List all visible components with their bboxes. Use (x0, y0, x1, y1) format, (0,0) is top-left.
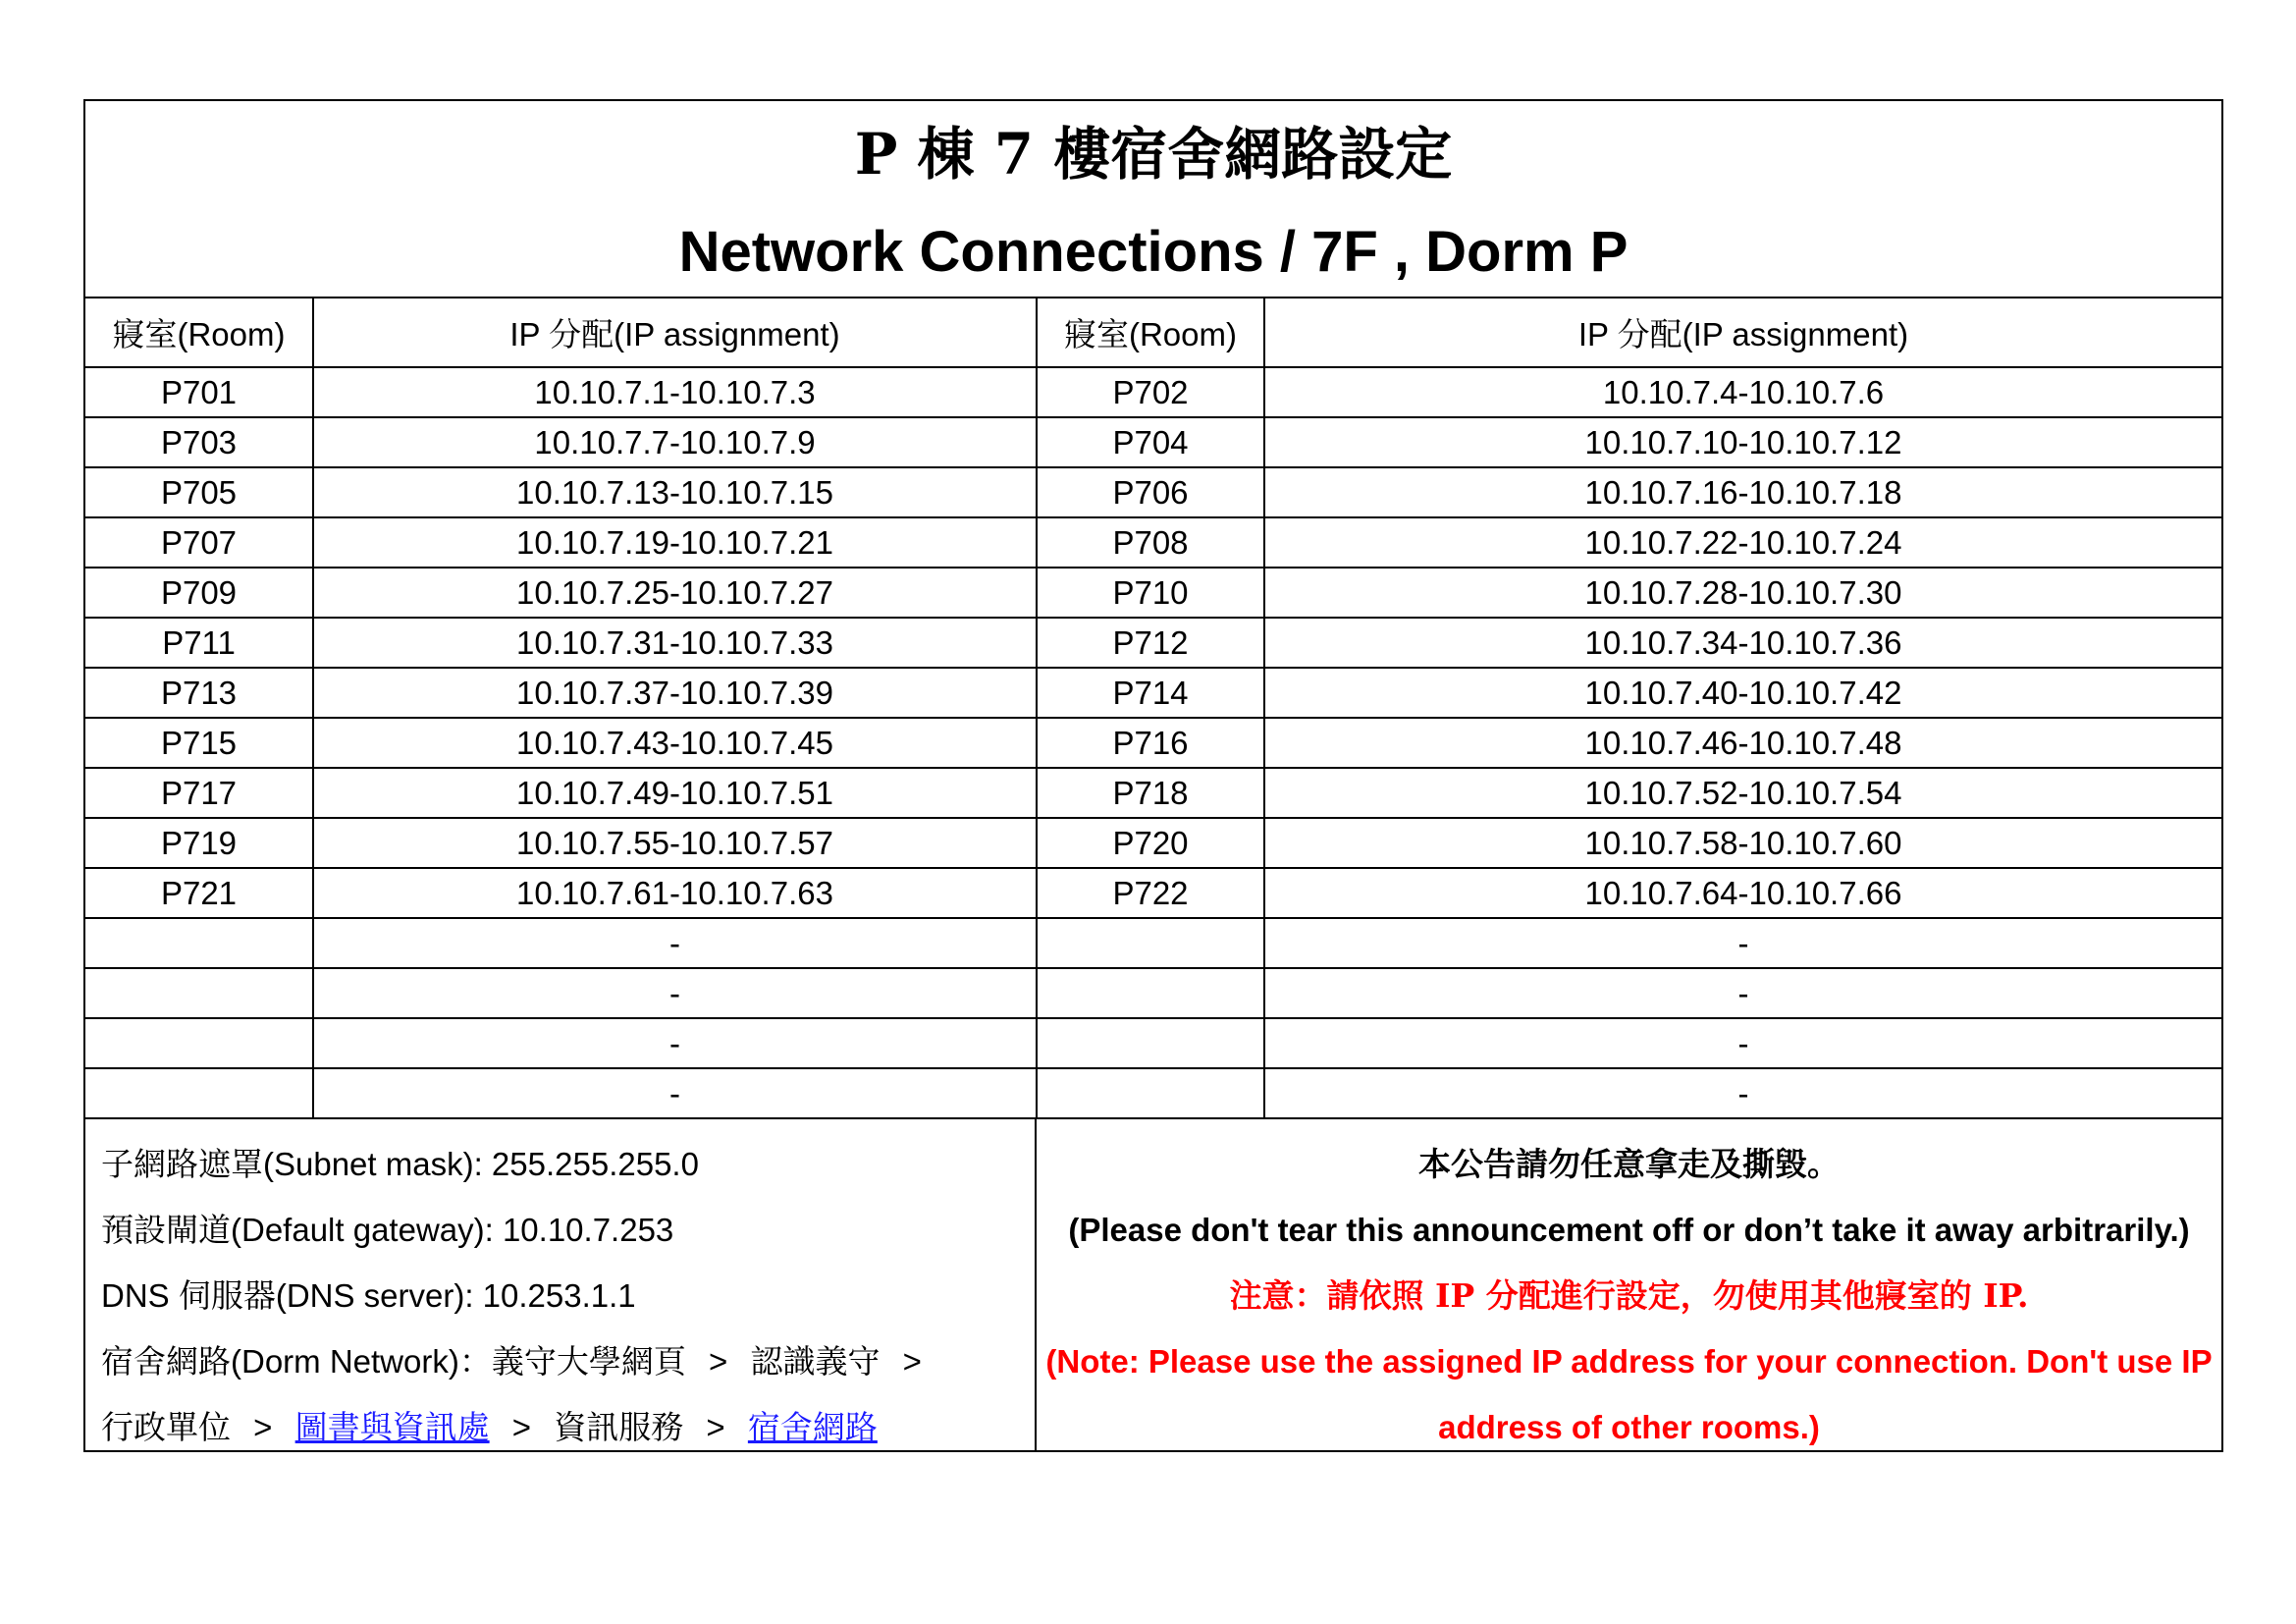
ip-cell: 10.10.7.43-10.10.7.45 (313, 718, 1037, 768)
ip-cell: 10.10.7.19-10.10.7.21 (313, 517, 1037, 568)
room-cell: P704 (1037, 417, 1264, 467)
room-cell: P719 (85, 818, 313, 868)
header-room: 寢室(Room) (112, 316, 286, 352)
room-cell: P709 (85, 568, 313, 618)
table-row (85, 718, 2221, 768)
ip-cell: 10.10.7.13-10.10.7.15 (313, 467, 1037, 517)
ip-cell: - (313, 1068, 1037, 1117)
title-english: Network Connections / 7F , Dorm P (678, 220, 1629, 284)
table-row (85, 1018, 2221, 1068)
room-cell: P711 (85, 618, 313, 668)
ip-cell: 10.10.7.58-10.10.7.60 (1264, 818, 2221, 868)
ip-cell: 10.10.7.40-10.10.7.42 (1264, 668, 2221, 718)
path-separator: > (709, 1343, 728, 1380)
room-cell: P702 (1037, 367, 1264, 417)
ip-cell: 10.10.7.49-10.10.7.51 (313, 768, 1037, 818)
path-separator: > (253, 1409, 273, 1445)
ip-cell: - (313, 918, 1037, 968)
table-row (85, 367, 2221, 417)
room-cell: P715 (85, 718, 313, 768)
room-cell: P703 (85, 417, 313, 467)
ip-cell: 10.10.7.4-10.10.7.6 (1264, 367, 2221, 417)
ip-cell: 10.10.7.52-10.10.7.54 (1264, 768, 2221, 818)
ip-cell: - (1264, 968, 2221, 1018)
ip-cell: 10.10.7.55-10.10.7.57 (313, 818, 1037, 868)
ip-cell: 10.10.7.1-10.10.7.3 (313, 367, 1037, 417)
table-header-row (85, 298, 2221, 367)
ip-cell: 10.10.7.10-10.10.7.12 (1264, 417, 2221, 467)
ip-cell: 10.10.7.25-10.10.7.27 (313, 568, 1037, 618)
room-cell: P706 (1037, 467, 1264, 517)
table-row (85, 918, 2221, 968)
ip-cell: - (1264, 918, 2221, 968)
table-row (85, 618, 2221, 668)
room-cell: P714 (1037, 668, 1264, 718)
room-cell (85, 1018, 313, 1068)
room-cell: P712 (1037, 618, 1264, 668)
navigation-path-line-1 (101, 1328, 1035, 1394)
table-row (85, 768, 2221, 818)
ip-cell: - (313, 968, 1037, 1018)
dns-server: DNS 伺服器(DNS server): 10.253.1.1 (101, 1277, 636, 1314)
table-row (85, 417, 2221, 467)
room-cell: P716 (1037, 718, 1264, 768)
network-settings (85, 1119, 1037, 1450)
ip-cell: 10.10.7.7-10.10.7.9 (313, 417, 1037, 467)
ip-cell: 10.10.7.22-10.10.7.24 (1264, 517, 2221, 568)
ip-cell: 10.10.7.31-10.10.7.33 (313, 618, 1037, 668)
room-cell (1037, 968, 1264, 1018)
room-cell: P701 (85, 367, 313, 417)
room-cell (85, 968, 313, 1018)
header-ip: IP 分配(IP assignment) (313, 298, 1037, 367)
table-row (85, 818, 2221, 868)
table-row (85, 668, 2221, 718)
ip-cell: 10.10.7.16-10.10.7.18 (1264, 467, 2221, 517)
room-cell: P707 (85, 517, 313, 568)
room-cell: P720 (1037, 818, 1264, 868)
table-row (85, 517, 2221, 568)
room-cell (1037, 1018, 1264, 1068)
default-gateway: 預設閘道(Default gateway): 10.10.7.253 (101, 1212, 674, 1248)
room-cell (1037, 1068, 1264, 1117)
header-ip: IP 分配(IP assignment) (1264, 298, 2221, 367)
footer-section (85, 1117, 2221, 1450)
room-cell: P718 (1037, 768, 1264, 818)
library-info-link[interactable]: 圖書與資訊處 (294, 1409, 490, 1445)
notice-chinese: 本公告請勿任意拿走及撕毀。 (1418, 1145, 1840, 1183)
navigation-path-line-2 (101, 1394, 1035, 1460)
ip-cell: 10.10.7.46-10.10.7.48 (1264, 718, 2221, 768)
room-cell: P722 (1037, 868, 1264, 918)
ip-assignment-table (85, 298, 2221, 1117)
subnet-mask: 子網路遮罩(Subnet mask): 255.255.255.0 (101, 1146, 699, 1182)
warning-english-line-2: address of other rooms.) (1438, 1409, 1820, 1445)
path-separator: > (511, 1409, 532, 1445)
notice-english: (Please don't tear this announcement off or don’t take it away arbitrarily.) (1068, 1212, 2190, 1248)
ip-cell: 10.10.7.34-10.10.7.36 (1264, 618, 2221, 668)
ip-cell: 10.10.7.64-10.10.7.66 (1264, 868, 2221, 918)
header-room: 寢室(Room) (1037, 298, 1264, 367)
table-row (85, 968, 2221, 1018)
path-separator: > (706, 1409, 725, 1445)
table-row (85, 1068, 2221, 1117)
ip-cell: 10.10.7.28-10.10.7.30 (1264, 568, 2221, 618)
ip-cell: - (313, 1018, 1037, 1068)
room-cell: P721 (85, 868, 313, 918)
path-prefix: 宿舍網路(Dorm Network)：義守大學網頁 (101, 1343, 686, 1380)
ip-cell: - (1264, 1018, 2221, 1068)
path-separator: > (902, 1343, 922, 1380)
notice-block (1037, 1119, 2221, 1450)
title-chinese: P 棟 7 樓宿舍網路設定 (854, 121, 1453, 188)
ip-cell: 10.10.7.61-10.10.7.63 (313, 868, 1037, 918)
room-cell: P710 (1037, 568, 1264, 618)
room-cell: P705 (85, 467, 313, 517)
room-cell (1037, 918, 1264, 968)
room-cell (85, 1068, 313, 1117)
room-cell (85, 918, 313, 968)
warning-english-line-1: (Note: Please use the assigned IP address for your connection. Don't use IP (1045, 1343, 2213, 1380)
table-row (85, 568, 2221, 618)
table-row (85, 467, 2221, 517)
path-step: 行政單位 (101, 1409, 231, 1445)
dorm-network-link[interactable]: 宿舍網路 (747, 1409, 878, 1445)
path-step: 資訊服務 (554, 1409, 684, 1445)
room-cell: P708 (1037, 517, 1264, 568)
ip-cell: 10.10.7.37-10.10.7.39 (313, 668, 1037, 718)
network-settings-sheet (83, 99, 2223, 1452)
table-row (85, 868, 2221, 918)
warning-chinese: 注意：請依照 IP 分配進行設定，勿使用其他寢室的 IP. (1229, 1276, 2029, 1315)
room-cell: P713 (85, 668, 313, 718)
ip-cell: - (1264, 1068, 2221, 1117)
path-step: 認識義守 (750, 1343, 881, 1380)
room-cell: P717 (85, 768, 313, 818)
title-block (85, 101, 2221, 298)
